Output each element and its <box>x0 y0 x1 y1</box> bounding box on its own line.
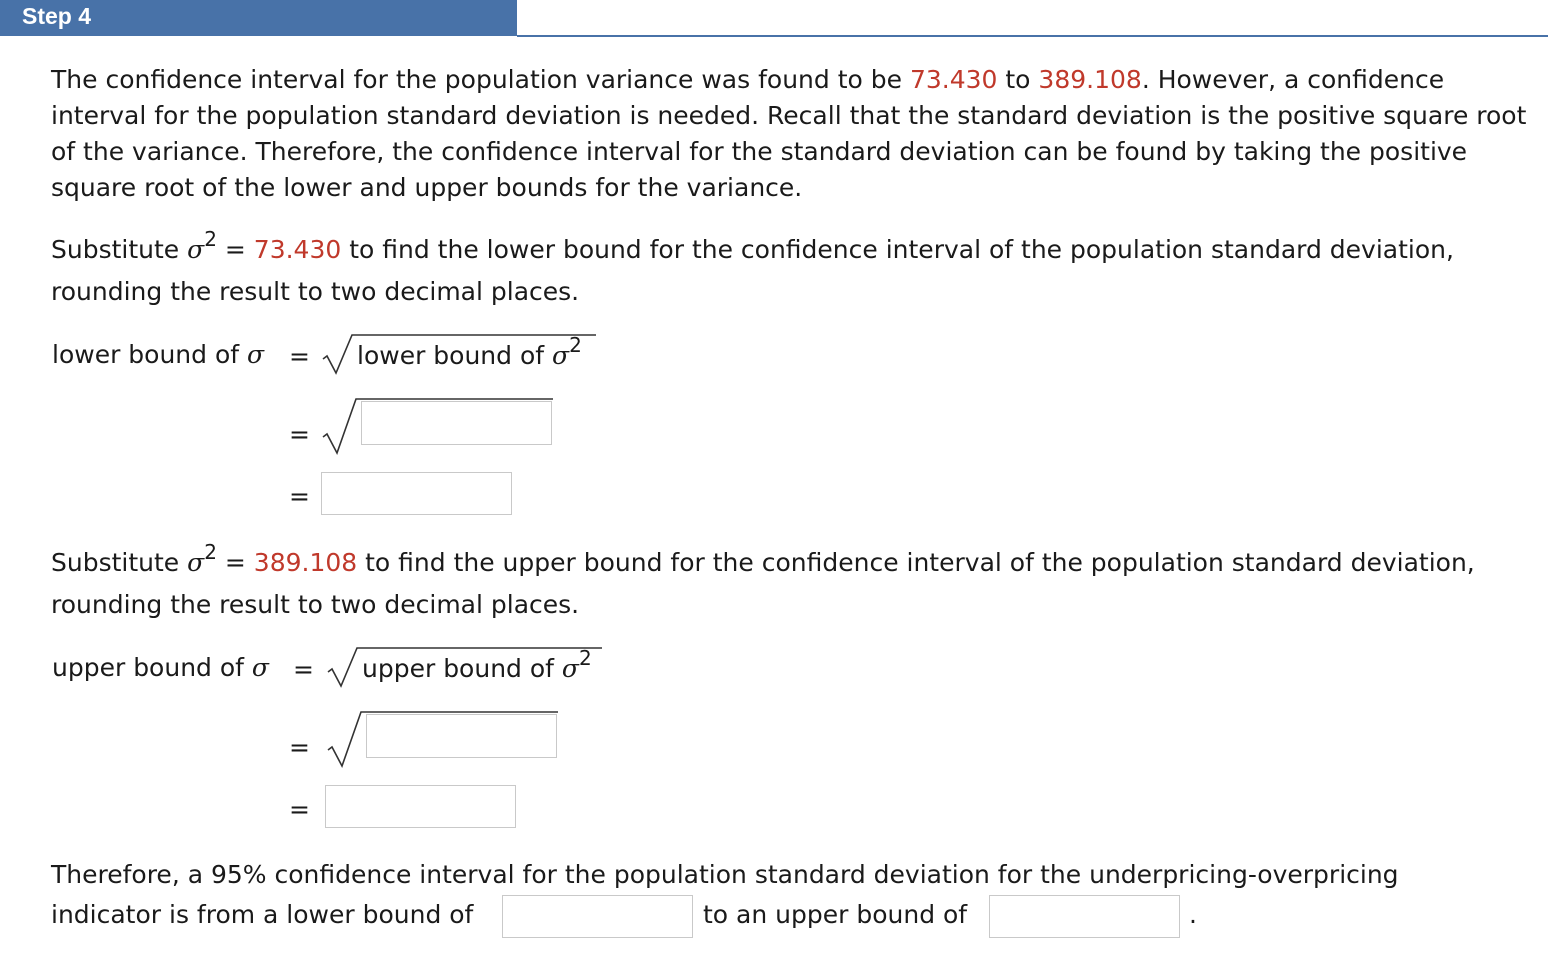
exponent: 2 <box>569 332 582 357</box>
final-upper-bound-input[interactable] <box>989 895 1180 938</box>
equals-sign: = <box>289 733 310 762</box>
upper-radicand-text: upper bound of <box>362 654 562 683</box>
header-rule <box>517 35 1548 37</box>
upper-variance-value: 389.108 <box>253 548 358 577</box>
conclusion-line-1: Therefore, a 95% confidence interval for the population standard deviation for the underpricing-overpricing <box>51 860 1399 889</box>
variance-upper-value: 389.108 <box>1038 65 1142 94</box>
conclusion-middle-text: to an upper bound of <box>703 900 968 929</box>
step-header-bar <box>0 0 517 36</box>
upper-sd-input[interactable] <box>325 785 516 828</box>
lower-radicand-text: lower bound of <box>357 341 553 370</box>
exponent: 2 <box>204 539 217 564</box>
equals-sign: = <box>289 342 310 371</box>
intro-paragraph <box>51 62 1541 206</box>
equals-sign: = <box>216 235 254 264</box>
lower-rounding-line: rounding the result to two decimal places. <box>51 277 580 306</box>
lower-substitute-suffix: to find the lower bound for the confidence interval of the population standard deviation, <box>341 235 1454 264</box>
upper-bound-label <box>52 653 269 682</box>
conclusion-line-2-prefix: indicator is from a lower bound of <box>51 900 474 929</box>
equals-sign: = <box>289 420 310 449</box>
equals-sign: = <box>289 482 310 511</box>
upper-radicand <box>362 645 592 683</box>
sigma-symbol: σ <box>552 341 570 370</box>
step-title: Step 4 <box>22 3 92 29</box>
upper-bound-label-text: upper bound of <box>52 653 252 682</box>
intro-text-1: The confidence interval for the population variance was found to be <box>51 65 910 94</box>
intro-text-2: to <box>997 65 1039 94</box>
lower-substitute-line <box>51 226 1454 264</box>
sigma-symbol: σ <box>187 235 205 264</box>
exponent: 2 <box>578 645 592 670</box>
sigma-symbol: σ <box>251 653 269 682</box>
equals-sign: = <box>216 548 254 577</box>
sigma-symbol: σ <box>561 654 579 683</box>
lower-bound-label <box>52 340 264 369</box>
equals-sign: = <box>289 795 310 824</box>
conclusion-period: . <box>1189 900 1197 929</box>
final-lower-bound-input[interactable] <box>502 895 693 938</box>
intro-text-3: . However, a confidence interval for the population standard deviation is needed. Recall that the standard deviation is the positive square root of the variance. Therefore, the confidence interval for the standard deviation can be found by taking the positive square root of the lower and upper bounds for the variance. <box>51 65 1527 202</box>
upper-substitute-prefix: Substitute <box>51 548 188 577</box>
lower-bound-label-text: lower bound of <box>52 340 248 369</box>
variance-lower-value: 73.430 <box>909 65 998 94</box>
upper-variance-input[interactable] <box>366 714 557 758</box>
equals-sign: = <box>293 655 314 684</box>
lower-variance-input[interactable] <box>361 401 552 445</box>
sigma-symbol: σ <box>187 548 205 577</box>
lower-variance-value: 73.430 <box>253 235 342 264</box>
lower-sd-input[interactable] <box>321 472 512 515</box>
upper-rounding-line: rounding the result to two decimal places. <box>51 590 580 619</box>
exponent: 2 <box>204 226 217 251</box>
lower-substitute-prefix: Substitute <box>51 235 188 264</box>
lower-radicand <box>357 332 582 370</box>
upper-substitute-suffix: to find the upper bound for the confidence interval of the population standard deviation, <box>357 548 1475 577</box>
upper-substitute-line <box>51 539 1475 577</box>
sigma-symbol: σ <box>247 340 265 369</box>
